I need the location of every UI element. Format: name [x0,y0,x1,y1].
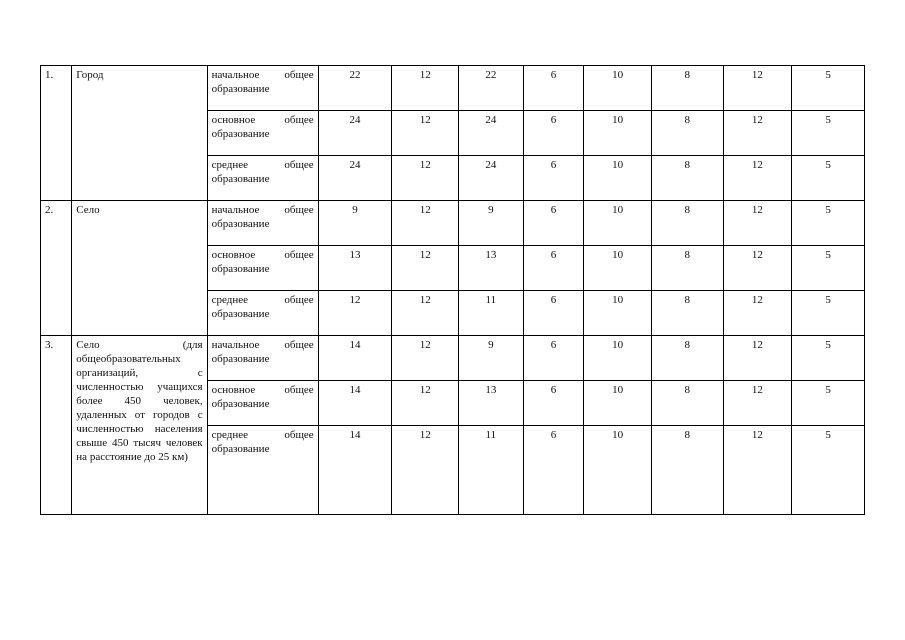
value-cell: 8 [651,381,723,426]
value-cell: 9 [459,201,524,246]
education-level-cell: начальное общее образование [207,336,318,381]
value-cell: 13 [318,246,392,291]
value-cell: 12 [723,336,792,381]
value-cell: 6 [523,66,584,111]
value-cell: 14 [318,336,392,381]
value-cell: 12 [392,246,459,291]
value-cell: 12 [723,111,792,156]
value-cell: 6 [523,426,584,515]
value-cell: 6 [523,336,584,381]
value-cell: 10 [584,246,652,291]
value-cell: 6 [523,156,584,201]
row-number: 2. [41,201,72,336]
value-cell: 6 [523,246,584,291]
value-cell: 13 [459,381,524,426]
value-cell: 10 [584,291,652,336]
value-cell: 8 [651,156,723,201]
value-cell: 24 [318,156,392,201]
row-number: 3. [41,336,72,515]
value-cell: 12 [392,426,459,515]
value-cell: 5 [792,426,865,515]
value-cell: 5 [792,156,865,201]
value-cell: 10 [584,156,652,201]
value-cell: 13 [459,246,524,291]
value-cell: 8 [651,201,723,246]
value-cell: 22 [318,66,392,111]
value-cell: 12 [723,156,792,201]
value-cell: 5 [792,66,865,111]
value-cell: 12 [392,66,459,111]
value-cell: 12 [392,156,459,201]
education-level-cell: основное общее образование [207,111,318,156]
value-cell: 6 [523,381,584,426]
education-level-cell: среднее общее образование [207,156,318,201]
location-cell: Село (для общеобразовательных организаций, с численностью учащихся более 450 человек, удаленных от городов с численностью населения свыше 450 тысяч человек на расстояние до 25 км) [72,336,207,515]
value-cell: 14 [318,381,392,426]
value-cell: 10 [584,336,652,381]
value-cell: 24 [459,156,524,201]
value-cell: 12 [392,336,459,381]
value-cell: 9 [318,201,392,246]
value-cell: 10 [584,201,652,246]
value-cell: 5 [792,111,865,156]
value-cell: 11 [459,291,524,336]
value-cell: 12 [723,381,792,426]
value-cell: 12 [723,66,792,111]
education-level-cell: основное общее образование [207,381,318,426]
value-cell: 12 [723,426,792,515]
value-cell: 10 [584,111,652,156]
value-cell: 11 [459,426,524,515]
location-cell: Село [72,201,207,336]
value-cell: 8 [651,246,723,291]
value-cell: 6 [523,111,584,156]
value-cell: 5 [792,336,865,381]
value-cell: 12 [723,246,792,291]
value-cell: 10 [584,66,652,111]
value-cell: 9 [459,336,524,381]
table-row [41,336,865,381]
value-cell: 5 [792,381,865,426]
value-cell: 14 [318,426,392,515]
education-level-cell: начальное общее образование [207,66,318,111]
value-cell: 12 [723,201,792,246]
value-cell: 6 [523,201,584,246]
value-cell: 5 [792,291,865,336]
row-number: 1. [41,66,72,201]
value-cell: 5 [792,201,865,246]
education-level-cell: среднее общее образование [207,291,318,336]
value-cell: 12 [392,291,459,336]
value-cell: 8 [651,336,723,381]
table-row [41,66,865,111]
value-cell: 12 [318,291,392,336]
value-cell: 12 [723,291,792,336]
value-cell: 8 [651,426,723,515]
education-level-cell: среднее общее образование [207,426,318,515]
education-level-cell: начальное общее образование [207,201,318,246]
education-level-cell: основное общее образование [207,246,318,291]
value-cell: 6 [523,291,584,336]
value-cell: 8 [651,291,723,336]
value-cell: 22 [459,66,524,111]
value-cell: 12 [392,381,459,426]
table-row [41,201,865,246]
value-cell: 24 [318,111,392,156]
value-cell: 10 [584,426,652,515]
value-cell: 10 [584,381,652,426]
location-cell: Город [72,66,207,201]
value-cell: 12 [392,201,459,246]
value-cell: 8 [651,111,723,156]
value-cell: 12 [392,111,459,156]
norms-table [40,65,865,515]
value-cell: 8 [651,66,723,111]
value-cell: 5 [792,246,865,291]
table-body [41,66,865,515]
value-cell: 24 [459,111,524,156]
